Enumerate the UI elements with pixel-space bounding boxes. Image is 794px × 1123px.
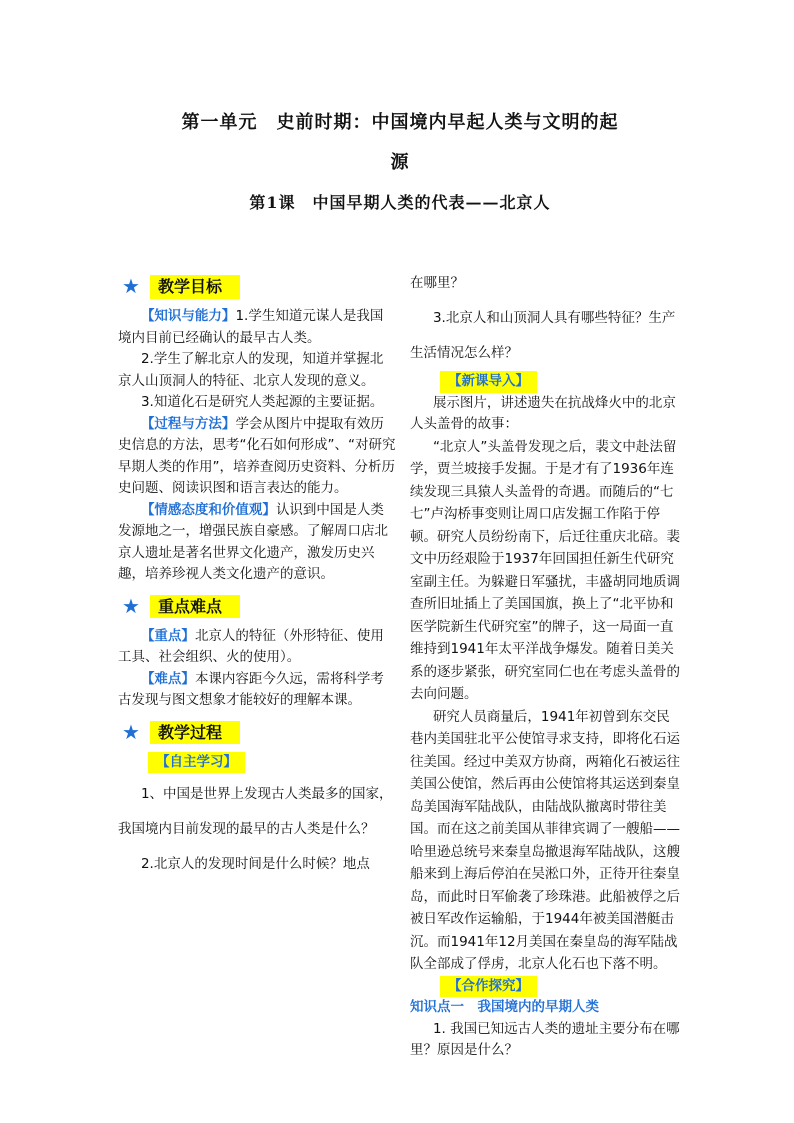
section-heading: 重点难点 — [150, 595, 240, 619]
question-3: 3.北京人和山顶洞人具有哪些特征？生产生活情况怎么样？ — [410, 310, 676, 361]
coop-row — [410, 976, 680, 998]
paragraph-values — [118, 500, 396, 586]
paragraph-key — [118, 626, 396, 669]
unit-title-line2: 源 — [390, 152, 410, 173]
label-knowledge: 【知识与能力】 — [140, 308, 236, 324]
paragraph-difficulty — [118, 669, 396, 712]
lesson-title: 第1课 中国早期人类的代表——北京人 — [249, 193, 551, 212]
left-column — [118, 270, 396, 882]
paragraph-knowledge-3: 3.知道化石是研究人类起源的主要证据。 — [140, 394, 384, 410]
paragraph-knowledge-2: 2.学生了解北京人的发现，知道并掌握北京人山顶洞人的特征、北京人发现的意义。 — [118, 351, 384, 389]
story-paragraph-2: 研究人员商量后，1941年初曾到东交民巷内美国驻北平公使馆寻求支持，即将化石运往美国。经过中美双方协商，两箱化石被运往美国公使馆，然后再由公使馆将其运送到秦皇岛美国海军陆战队，由陆战队撤离时带往美国。而在这之前美国从菲律宾调了一艘船——哈里逊总统号来秦皇岛撤退海军陆战队，这艘船来到上海后停泊在吴淞口外，正待开往秦皇岛，而此时日军偷袭了珍珠港。此船被俘之后被日军改作运输船，于1944年被美国潜艇击沉。而1941年12月美国在秦皇岛的海军陆战队全部成了俘虏，北京人化石也下落不明。 — [410, 708, 680, 972]
paragraph-process — [118, 414, 396, 500]
story-paragraph-1: “北京人”头盖骨发现之后，裴文中赴法留学，贾兰坡接手发掘。于是才有了1936年连续发现三具猿人头盖骨的奇遇。而随后的“七七”卢沟桥事变则让周口店发掘工作陷于停顿。研究人员纷纷南下，后迁往重庆北碚。裴文中历经艰险于1937年回国担任新生代研究室副主任。为躲避日军骚扰，丰盛胡同地质调查所旧址插上了美国国旗，换上了“北平协和医学院新生代研究室”的牌子，这一局面一直维持到1941年太平洋战争爆发。随着日美关系的逐步紧张，研究室同仁也在考虑头盖骨的去向问题。 — [410, 438, 680, 702]
text: 学会从图片中提取有效历史信息的方法，思考“化石如何形成”、“对研究早期人类的作用”，培养查阅历史资料、分析历史问题、阅读识图和语言表达的能力。 — [118, 415, 396, 496]
knowledge-point-1: 知识点一 我国境内的早期人类 — [410, 999, 599, 1015]
question-1: 1、中国是世界上发现古人类最多的国家，我国境内目前发现的最早的古人类是什么？ — [118, 786, 393, 837]
section-heading: 教学目标 — [150, 275, 240, 299]
label-values: 【情感态度和价值观】 — [140, 501, 276, 518]
text: 北京人的特征（外形特征、使用工具、社会组织、火的使用）。 — [118, 627, 384, 665]
label-key: 【重点】 — [140, 627, 195, 644]
self-study-row — [118, 752, 396, 774]
paragraph-knowledge — [118, 306, 396, 349]
label-process: 【过程与方法】 — [140, 415, 236, 432]
section-key-points — [118, 592, 396, 622]
right-column — [410, 266, 680, 1062]
text: 认识到中国是人类发源地之一，增强民族自豪感。了解周口店北京人遗址是著名世界文化遗产，激发历史兴趣，培养珍视人类文化遗产的意识。 — [118, 501, 388, 582]
star-icon: ★ — [122, 274, 140, 299]
star-icon: ★ — [122, 719, 140, 744]
text: 1.学生知道元谋人是我国境内目前已经确认的最早古人类。 — [118, 308, 384, 346]
section-teaching-goals — [118, 272, 396, 302]
point-1-question-1: 1. 我国已知远古人类的遗址主要分布在哪里？原因是什么？ — [410, 1020, 680, 1058]
label-intro: 【新课导入】 — [440, 371, 537, 393]
unit-title-line1: 第一单元 史前时期：中国境内早起人类与文明的起 — [181, 112, 619, 133]
label-difficulty: 【难点】 — [140, 670, 195, 687]
star-icon: ★ — [122, 593, 140, 618]
intro-row — [410, 371, 680, 393]
intro-paragraph: 展示图片，讲述遗失在抗战烽火中的北京人头盖骨的故事： — [410, 394, 676, 432]
section-heading: 教学过程 — [150, 721, 240, 745]
label-self-study: 【自主学习】 — [148, 752, 245, 774]
question-2-continued: 在哪里？ — [410, 275, 464, 291]
text: 本课内容距今久远，需将科学考古发现与图文想象才能较好的理解本课。 — [118, 670, 384, 708]
question-2: 2.北京人的发现时间是什么时候？地点 — [140, 856, 370, 872]
label-cooperative: 【合作探究】 — [440, 976, 537, 998]
section-teaching-process — [118, 718, 396, 748]
